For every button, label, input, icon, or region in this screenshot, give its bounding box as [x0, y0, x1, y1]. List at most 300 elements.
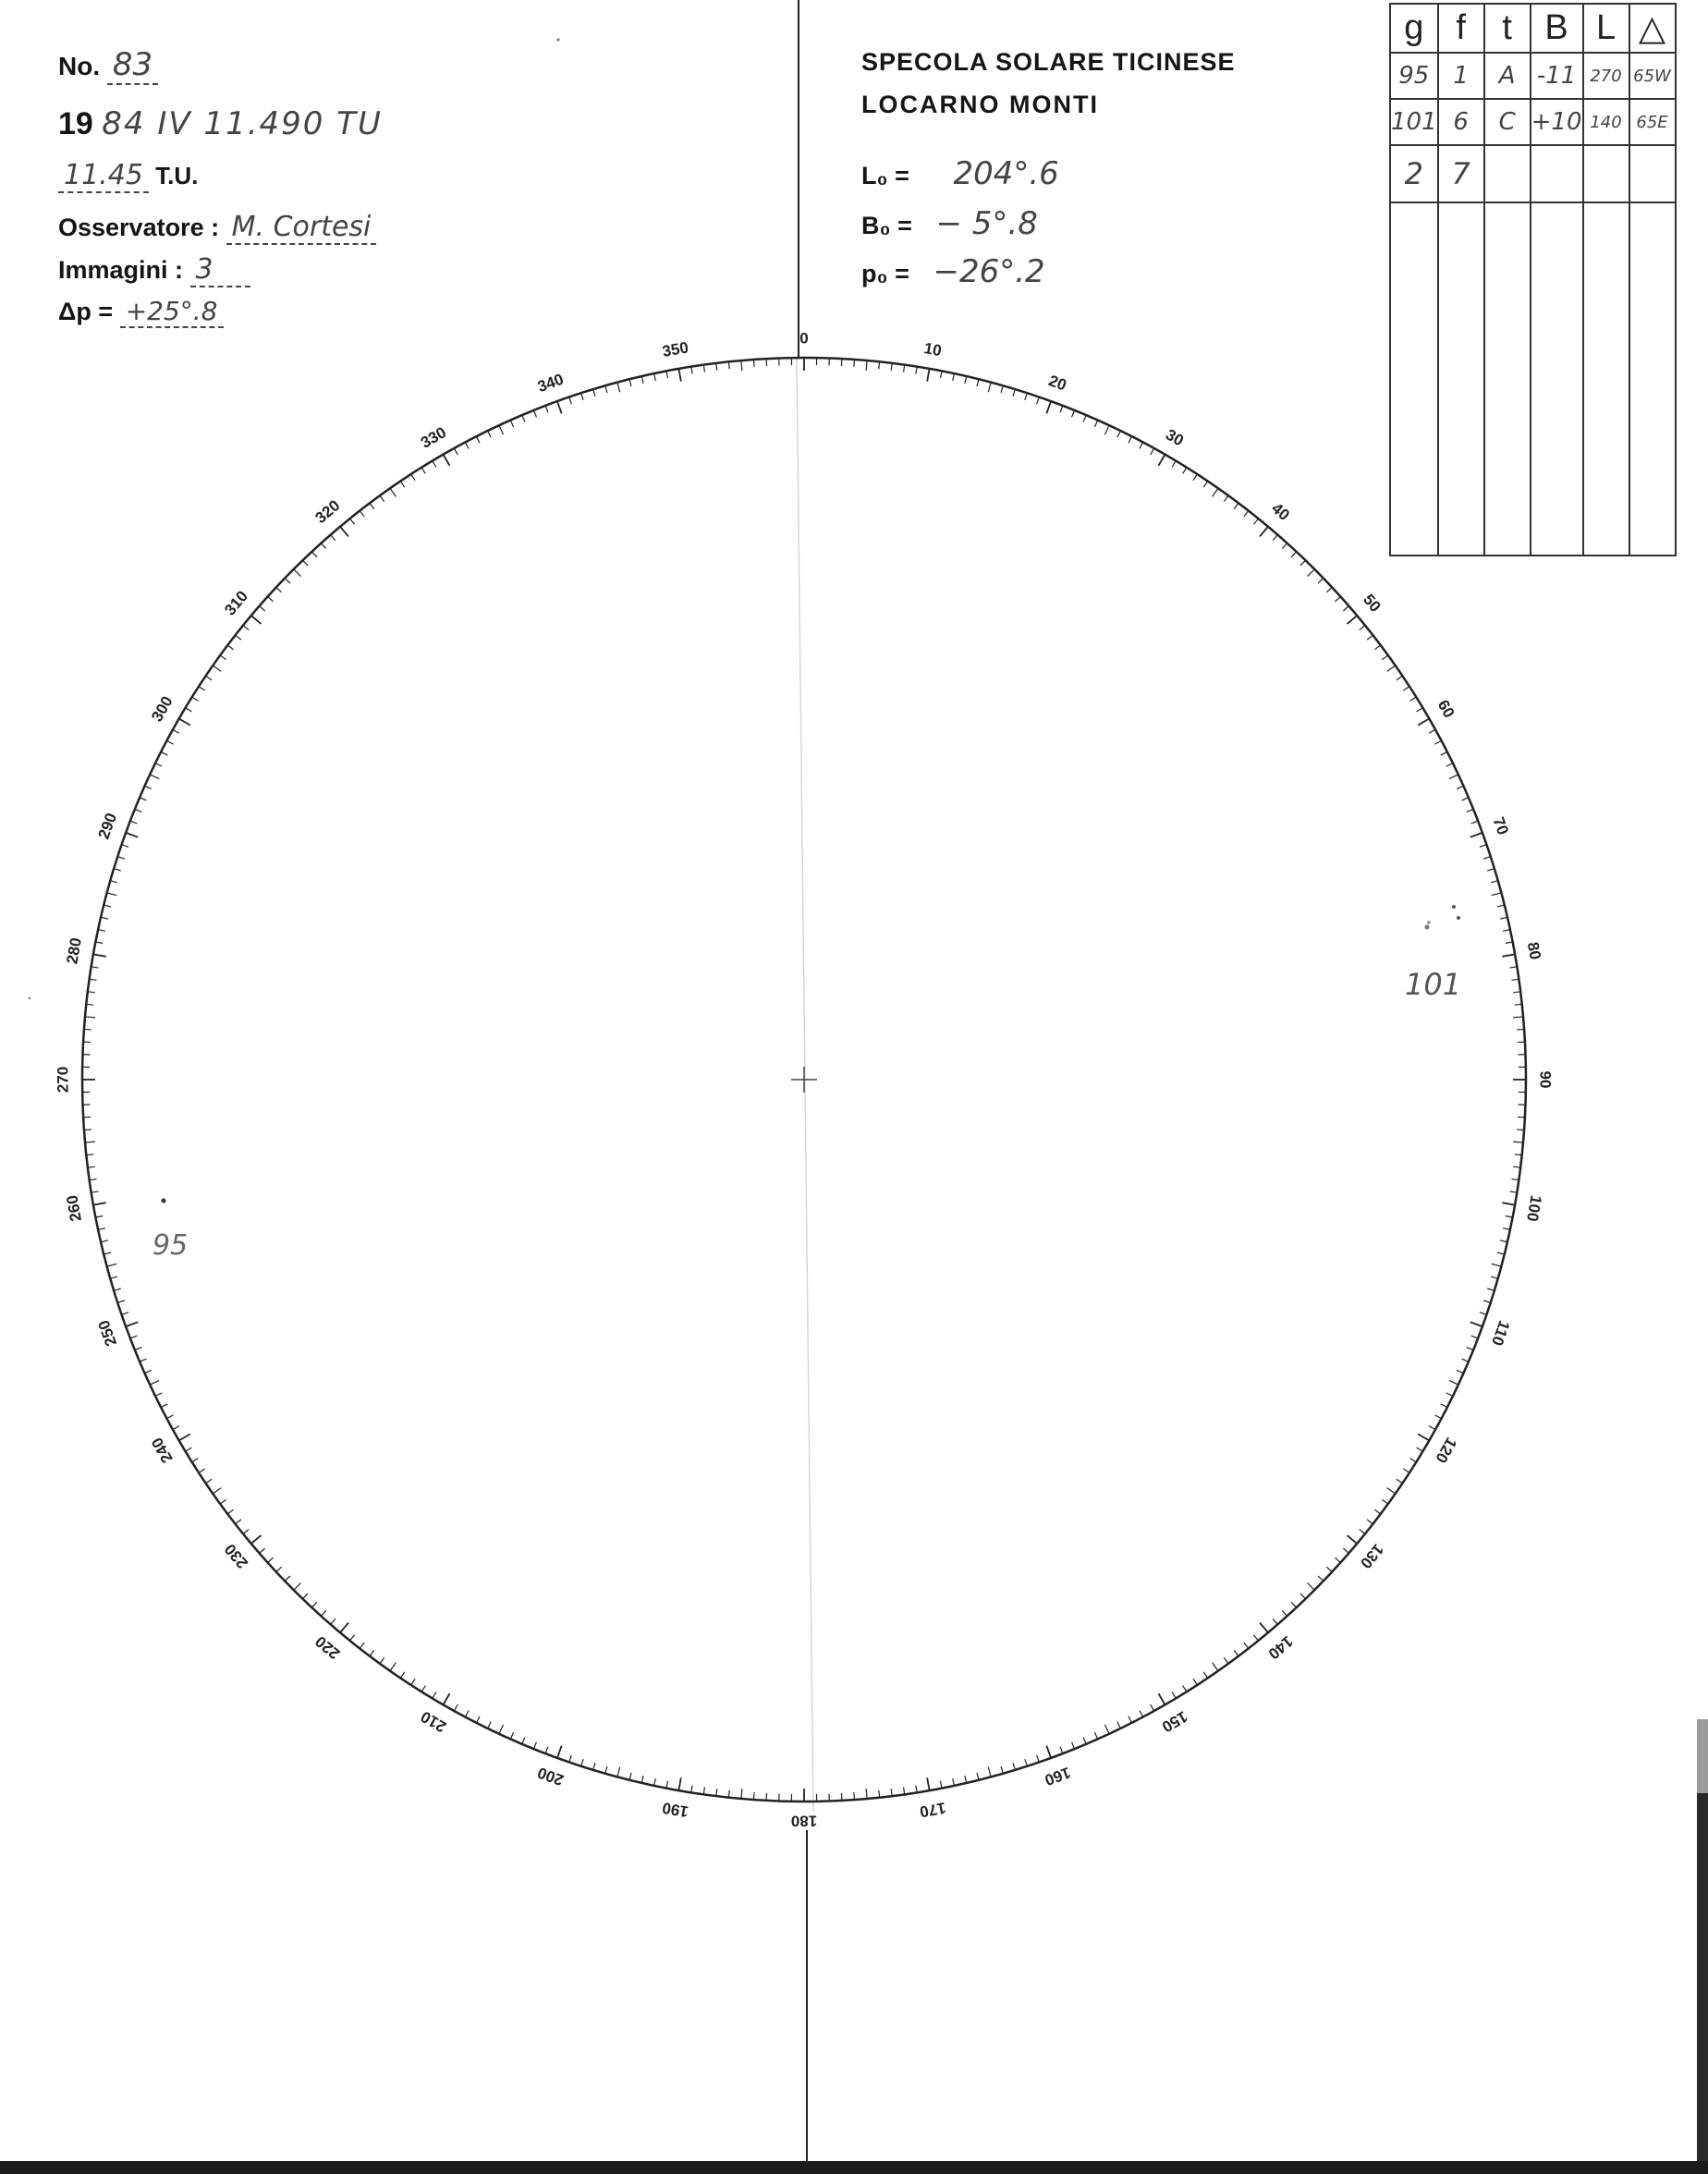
- degree-tick: [206, 676, 213, 679]
- degree-tick: [581, 1759, 583, 1766]
- degree-tick: [268, 596, 274, 601]
- degree-tick: [1441, 1404, 1447, 1408]
- degree-tick: [302, 560, 308, 566]
- degree-tick: [654, 1778, 656, 1786]
- speck: [29, 997, 30, 999]
- degree-tick: [321, 544, 325, 549]
- degree-tick: [1083, 1738, 1086, 1744]
- degree-tick: [140, 798, 146, 800]
- degree-tick: [1497, 1252, 1505, 1254]
- degree-tick: [1506, 942, 1513, 944]
- L0-label: L₀ =: [861, 162, 909, 189]
- degree-tick: [1467, 809, 1473, 812]
- delta-p-field: [58, 296, 224, 328]
- degree-tick: [678, 369, 680, 382]
- degree-tick: [1159, 455, 1165, 466]
- degree-tick: [1104, 425, 1109, 434]
- total-spots: 7: [1438, 145, 1484, 202]
- degree-label: 250: [94, 1317, 121, 1349]
- degree-tick: [522, 1738, 525, 1744]
- degree-tick: [101, 1240, 108, 1242]
- degree-tick: [879, 1790, 880, 1798]
- table-row: [1390, 53, 1676, 99]
- degree-tick: [1360, 626, 1365, 630]
- degree-tick: [227, 1509, 233, 1514]
- number-value: 83: [107, 46, 158, 85]
- degree-tick: [476, 436, 480, 443]
- degree-tick: [940, 371, 942, 378]
- degree-tick: [186, 708, 192, 712]
- degree-tick: [101, 917, 108, 919]
- degree-tick: [199, 1469, 205, 1472]
- date-field: [58, 105, 383, 142]
- degree-tick: [488, 1722, 492, 1728]
- degree-tick: [691, 367, 692, 374]
- degree-tick: [1183, 468, 1187, 474]
- degree-tick: [1387, 666, 1396, 671]
- degree-tick: [988, 383, 991, 393]
- degree-label: 30: [1163, 425, 1187, 450]
- degree-tick: [1348, 1535, 1358, 1544]
- degree-tick: [145, 786, 152, 788]
- degree-tick: [1213, 1663, 1218, 1671]
- table-row: [1390, 99, 1676, 145]
- p0-value: −26°.2: [933, 253, 1045, 290]
- degree-tick: [1013, 1763, 1015, 1770]
- degree-tick: [1335, 596, 1340, 601]
- central-meridian-line: [797, 359, 813, 1812]
- degree-tick: [390, 1663, 396, 1671]
- degree-tick: [1502, 1203, 1515, 1204]
- degree-tick: [340, 1623, 348, 1633]
- sunspot-group-table: [1389, 3, 1677, 556]
- degree-tick: [488, 431, 492, 437]
- degree-tick: [1172, 1692, 1176, 1699]
- sunspot-group-95-marks: [162, 1199, 166, 1203]
- table-cell: 65W: [1629, 53, 1676, 99]
- table-totals-row: [1390, 145, 1676, 202]
- degree-tick: [150, 775, 159, 779]
- images-value: 3: [190, 253, 250, 287]
- degree-tick: [243, 626, 249, 630]
- degree-label: 180: [790, 1812, 818, 1830]
- degree-tick: [522, 415, 525, 421]
- degree-tick: [321, 1610, 325, 1616]
- degree-tick: [1282, 544, 1287, 549]
- table-cell: +10: [1531, 99, 1583, 145]
- degree-tick: [1403, 687, 1409, 690]
- degree-tick: [88, 992, 95, 993]
- L0-value: 204°.6: [953, 155, 1059, 192]
- degree-tick: [1234, 503, 1238, 508]
- degree-tick: [1418, 719, 1429, 726]
- observatory-location: LOCARNO MONTI: [861, 91, 1099, 118]
- group-label-95: 95: [152, 1229, 189, 1262]
- degree-tick: [1397, 1479, 1403, 1483]
- degree-tick: [1367, 1520, 1372, 1524]
- degree-tick: [140, 1359, 146, 1362]
- degree-tick: [117, 1301, 125, 1302]
- degree-tick: [593, 389, 595, 397]
- degree-tick: [166, 1415, 173, 1419]
- degree-tick: [236, 1520, 241, 1524]
- degree-tick: [192, 697, 199, 701]
- degree-tick: [866, 360, 867, 371]
- degree-tick: [114, 1289, 121, 1290]
- degree-tick: [294, 1582, 301, 1590]
- degree-tick: [1300, 1594, 1306, 1599]
- degree-tick: [1348, 616, 1358, 624]
- degree-tick: [421, 468, 425, 474]
- degree-label: 20: [1046, 372, 1069, 395]
- number-field: [58, 46, 158, 85]
- degree-tick: [1224, 1657, 1228, 1663]
- degree-tick: [251, 616, 262, 624]
- degree-tick: [1509, 967, 1517, 968]
- degree-tick: [400, 482, 404, 488]
- degree-tick: [122, 845, 129, 848]
- degree-tick: [654, 373, 656, 381]
- degree-tick: [1234, 1650, 1238, 1655]
- images-field: [58, 253, 250, 287]
- degree-tick: [107, 1264, 117, 1266]
- degree-tick: [533, 1742, 536, 1749]
- observatory-name: SPECOLA SOLARE TICINESE: [861, 48, 1236, 76]
- degree-tick: [302, 1594, 308, 1599]
- degree-tick: [92, 1191, 99, 1192]
- degree-tick: [173, 729, 179, 733]
- degree-tick: [1417, 1447, 1423, 1451]
- degree-tick: [135, 1348, 141, 1350]
- degree-tick: [629, 379, 631, 386]
- degree-tick: [988, 1767, 991, 1777]
- table-cell: -11: [1531, 53, 1583, 99]
- B0-label: B₀ =: [861, 212, 912, 239]
- table-cell: [1484, 202, 1531, 556]
- degree-tick: [569, 1755, 572, 1763]
- degree-tick: [927, 369, 929, 382]
- degree-tick: [95, 1215, 103, 1217]
- degree-tick: [1037, 397, 1040, 405]
- degree-tick: [98, 930, 105, 932]
- degree-tick: [581, 393, 583, 400]
- scan-edge: [1697, 1793, 1708, 2161]
- degree-tick: [1060, 1747, 1063, 1753]
- degree-label: 170: [918, 1799, 947, 1821]
- table-cell: [1583, 145, 1629, 202]
- degree-tick: [1343, 1548, 1348, 1553]
- degree-tick: [1492, 1264, 1502, 1266]
- degree-label: 280: [63, 936, 85, 966]
- degree-tick: [666, 1781, 668, 1789]
- degree-tick: [454, 448, 458, 455]
- degree-label: 320: [311, 496, 344, 528]
- images-label: Immagini :: [58, 256, 184, 284]
- degree-label: 140: [1264, 1631, 1297, 1663]
- degree-tick: [1470, 1322, 1482, 1326]
- degree-tick: [510, 421, 513, 427]
- sunspot-group-101-marks: [1425, 905, 1461, 930]
- degree-tick: [1410, 697, 1417, 701]
- degree-tick: [1151, 448, 1154, 455]
- degree-tick: [605, 1766, 607, 1774]
- degree-tick: [311, 1602, 316, 1607]
- degree-tick: [122, 1313, 129, 1315]
- degree-tick: [617, 1767, 620, 1777]
- degree-tick: [465, 1711, 469, 1717]
- degree-tick: [1140, 1711, 1143, 1717]
- degree-tick: [92, 967, 99, 968]
- table-cell: 95: [1390, 53, 1438, 99]
- observer-value: M. Cortesi: [226, 211, 377, 245]
- degree-tick: [340, 527, 348, 537]
- column-header: L: [1583, 4, 1629, 53]
- degree-tick: [1387, 1488, 1396, 1494]
- degree-tick: [285, 578, 290, 583]
- degree-label: 230: [221, 1540, 252, 1572]
- time-field: [58, 159, 198, 193]
- degree-tick: [260, 606, 265, 611]
- degree-tick: [1335, 1557, 1340, 1562]
- table-cell: 1: [1438, 53, 1484, 99]
- degree-tick: [617, 383, 620, 393]
- degree-tick: [1273, 535, 1277, 541]
- degree-tick: [1487, 1289, 1494, 1290]
- table-cell: [1583, 202, 1629, 556]
- degree-tick: [104, 1252, 111, 1254]
- degree-tick: [114, 869, 121, 871]
- degree-tick: [1360, 1529, 1365, 1533]
- degree-tick: [940, 1781, 942, 1789]
- degree-tick: [350, 1635, 355, 1641]
- degree-tick: [331, 535, 336, 541]
- degree-tick: [593, 1763, 595, 1770]
- degree-tick: [1193, 474, 1197, 481]
- degree-tick: [276, 1567, 282, 1571]
- degree-tick: [130, 1336, 137, 1338]
- degree-label: 120: [1432, 1434, 1460, 1467]
- degree-tick: [1117, 431, 1121, 437]
- degree-tick: [916, 1785, 917, 1792]
- B0-value: − 5°.8: [935, 205, 1038, 242]
- degree-label: 190: [661, 1799, 690, 1821]
- degree-tick: [1457, 786, 1463, 788]
- degree-tick: [86, 1154, 93, 1155]
- degree-tick: [1382, 1499, 1387, 1504]
- p0-field: [861, 253, 1045, 290]
- degree-label: 330: [417, 423, 450, 452]
- degree-tick: [510, 1732, 513, 1739]
- degree-tick: [227, 645, 233, 650]
- degree-tick: [545, 406, 548, 412]
- degree-label: 270: [54, 1066, 72, 1093]
- degree-tick: [678, 1777, 680, 1790]
- degree-tick: [1253, 1635, 1258, 1641]
- L0-field: [861, 155, 1059, 192]
- degree-tick: [1260, 1623, 1268, 1633]
- table-cell: 140: [1583, 99, 1629, 145]
- degree-tick: [166, 740, 173, 744]
- degree-tick: [220, 655, 226, 660]
- degree-tick: [854, 1792, 855, 1800]
- degree-tick: [741, 1789, 742, 1799]
- degree-tick: [1273, 1618, 1277, 1624]
- degree-tick: [117, 857, 125, 859]
- degree-tick: [1492, 893, 1502, 896]
- degree-tick: [390, 488, 396, 496]
- degree-tick: [1483, 857, 1491, 859]
- degree-tick: [110, 1276, 117, 1278]
- degree-tick: [161, 751, 167, 755]
- degree-tick: [476, 1716, 480, 1723]
- degree-tick: [155, 1393, 162, 1397]
- degree-tick: [104, 905, 111, 907]
- degree-tick: [1449, 1380, 1458, 1385]
- degree-tick: [213, 666, 221, 671]
- degree-tick: [444, 455, 450, 466]
- degree-tick: [965, 376, 967, 384]
- degree-tick: [145, 1370, 152, 1373]
- degree-tick: [130, 821, 137, 824]
- degree-tick: [1449, 775, 1458, 779]
- degree-tick: [1326, 587, 1332, 592]
- degree-tick: [977, 379, 979, 386]
- time-label: T.U.: [155, 162, 199, 189]
- degree-tick: [1374, 1509, 1380, 1514]
- table-cell: [1438, 202, 1484, 556]
- degree-tick: [380, 495, 384, 501]
- degree-tick: [98, 1228, 105, 1230]
- degree-label: 290: [94, 811, 121, 842]
- degree-tick: [1403, 1469, 1409, 1472]
- degree-tick: [1500, 1240, 1507, 1242]
- degree-tick: [499, 425, 504, 434]
- degree-tick: [294, 569, 301, 577]
- degree-tick: [1515, 1004, 1522, 1005]
- degree-tick: [85, 1017, 95, 1018]
- table-cell: 6: [1438, 99, 1484, 145]
- degree-label: 350: [661, 338, 690, 360]
- degree-label: 210: [417, 1707, 450, 1736]
- degree-tick: [1282, 1610, 1287, 1616]
- degree-tick: [421, 1686, 425, 1692]
- degree-tick: [605, 385, 607, 393]
- degree-tick: [236, 635, 241, 640]
- degree-tick: [1441, 751, 1447, 755]
- degree-tick: [854, 360, 855, 367]
- observer-label: Osservatore :: [58, 214, 220, 241]
- degree-tick: [86, 1004, 93, 1005]
- degree-label: 70: [1489, 814, 1512, 837]
- degree-tick: [370, 1650, 374, 1655]
- degree-label: 340: [535, 370, 567, 397]
- scan-edge: [1697, 1719, 1708, 1793]
- degree-label: 40: [1268, 499, 1293, 524]
- degree-tick: [754, 1792, 755, 1800]
- degree-tick: [1318, 578, 1324, 583]
- degree-tick: [557, 1746, 562, 1758]
- degree-label: 300: [148, 692, 177, 726]
- degree-tick: [1382, 655, 1387, 660]
- degree-tick: [1224, 495, 1228, 501]
- degree-tick: [1435, 1415, 1442, 1419]
- degree-label: 220: [311, 1631, 344, 1663]
- p0-label: p₀ =: [861, 260, 909, 287]
- degree-tick: [1491, 881, 1498, 883]
- degree-tick: [1462, 798, 1469, 800]
- degree-tick: [1417, 708, 1423, 712]
- degree-tick: [641, 376, 643, 384]
- degree-tick: [88, 1166, 95, 1167]
- degree-tick: [891, 363, 892, 371]
- group-label-101: 101: [1405, 967, 1462, 1002]
- degree-tick: [977, 1773, 979, 1780]
- degree-tick: [155, 763, 162, 767]
- table-cell: [1531, 145, 1583, 202]
- degree-tick: [186, 1447, 192, 1451]
- column-header: △: [1629, 4, 1676, 53]
- degree-tick: [1244, 1643, 1249, 1648]
- degree-tick: [1470, 833, 1482, 837]
- degree-tick: [1193, 1679, 1197, 1685]
- degree-label: 260: [63, 1193, 85, 1223]
- degree-tick: [110, 881, 117, 883]
- degree-tick: [350, 519, 355, 524]
- column-header: g: [1390, 4, 1438, 53]
- degree-tick: [1128, 1716, 1132, 1723]
- degree-tick: [433, 461, 436, 468]
- degree-tick: [1046, 1746, 1051, 1758]
- degree-tick: [1502, 954, 1515, 956]
- table-cell: [1629, 145, 1676, 202]
- degree-tick: [1397, 676, 1403, 679]
- degree-tick: [454, 1704, 458, 1711]
- degree-tick: [380, 1657, 384, 1663]
- degree-tick: [641, 1776, 643, 1783]
- degree-tick: [1513, 1166, 1520, 1167]
- degree-tick: [1480, 845, 1487, 848]
- degree-tick: [1418, 1435, 1429, 1441]
- degree-tick: [107, 893, 117, 896]
- degree-tick: [1013, 389, 1015, 397]
- degree-tick: [1094, 421, 1097, 427]
- degree-tick: [260, 1548, 265, 1553]
- degree-tick: [1326, 1567, 1332, 1571]
- degree-label: 0: [799, 329, 809, 348]
- degree-tick: [629, 1773, 631, 1780]
- degree-tick: [1001, 1766, 1003, 1774]
- degree-tick: [1291, 552, 1296, 557]
- degree-tick: [331, 1618, 336, 1624]
- degree-tick: [1172, 461, 1176, 468]
- degree-tick: [1429, 729, 1435, 733]
- degree-label: 10: [922, 339, 944, 360]
- degree-tick: [1511, 979, 1519, 980]
- degree-tick: [90, 979, 97, 980]
- column-header: f: [1438, 4, 1484, 53]
- table-cell: [1390, 202, 1438, 556]
- degree-tick: [1083, 415, 1086, 421]
- table-header-row: [1390, 4, 1676, 53]
- degree-tick: [1307, 1582, 1314, 1590]
- degree-tick: [1203, 482, 1207, 488]
- degree-tick: [666, 371, 668, 378]
- degree-label: 90: [1536, 1070, 1555, 1089]
- degree-tick: [891, 1789, 892, 1796]
- degree-tick: [1318, 1576, 1324, 1582]
- degree-tick: [285, 1576, 290, 1582]
- degree-tick: [411, 474, 415, 481]
